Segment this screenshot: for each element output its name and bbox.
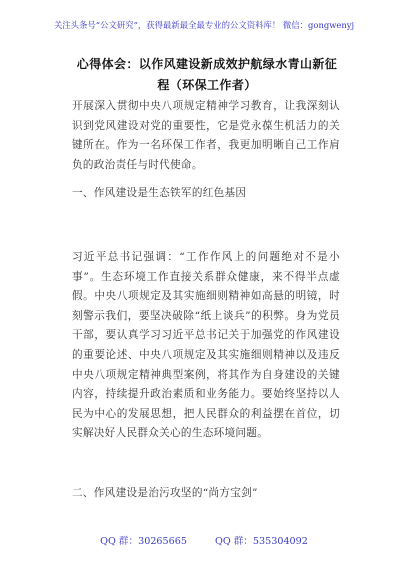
section-heading-2: 二、作风建设是治污攻坚的“尚方宝剑” [72,487,258,499]
document-title: 心得体会：以作风建设新成效护航绿水青山新征程（环保工作者） [76,57,338,92]
footer-qq-group-left: QQ 群：30265665 [100,536,187,547]
footer-qq-group-right: QQ 群：535304092 [214,536,308,547]
section-1-paragraph: 习近平总书记强调：“工作作风上的问题绝对不是小事”。生态环境工作直接关系群众健康，来不得半点虚假。中央八项规定及其实施细则精神如高悬的明镜，时刻警示我们，要坚决破除“纸上谈兵”的积弊。身为党员干部，要认真学习习近平总书记关于加强党的作风建设的重要论述、中央八项规定及其实施细则精神以及违反中央八项规定精神典型案例，将其作为自身建设的关键内容，持续提升政治素质和业务能力。要始终坚持以人民为中心的发展思想，把人民群众的利益摆在首位，切实解决好人民群众关心的生态环境问题。 [72,251,340,440]
section-heading-1: 一、作风建设是生态铁军的红色基因 [72,187,247,199]
intro-paragraph: 开展深入贯彻中央八项规定精神学习教育，让我深刻认识到党风建设对党的重要性，它是党永葆生机活力的关键所在。作为一名环保工作者，我更加明晰自己工作肩负的政治责任与时代使命。 [72,100,340,171]
header-promo-note: 关注头条号“公文研究”，获得最新最全最专业的公文资料库！ 微信：gongwenyj [53,20,355,30]
footer-contacts [0,535,408,549]
